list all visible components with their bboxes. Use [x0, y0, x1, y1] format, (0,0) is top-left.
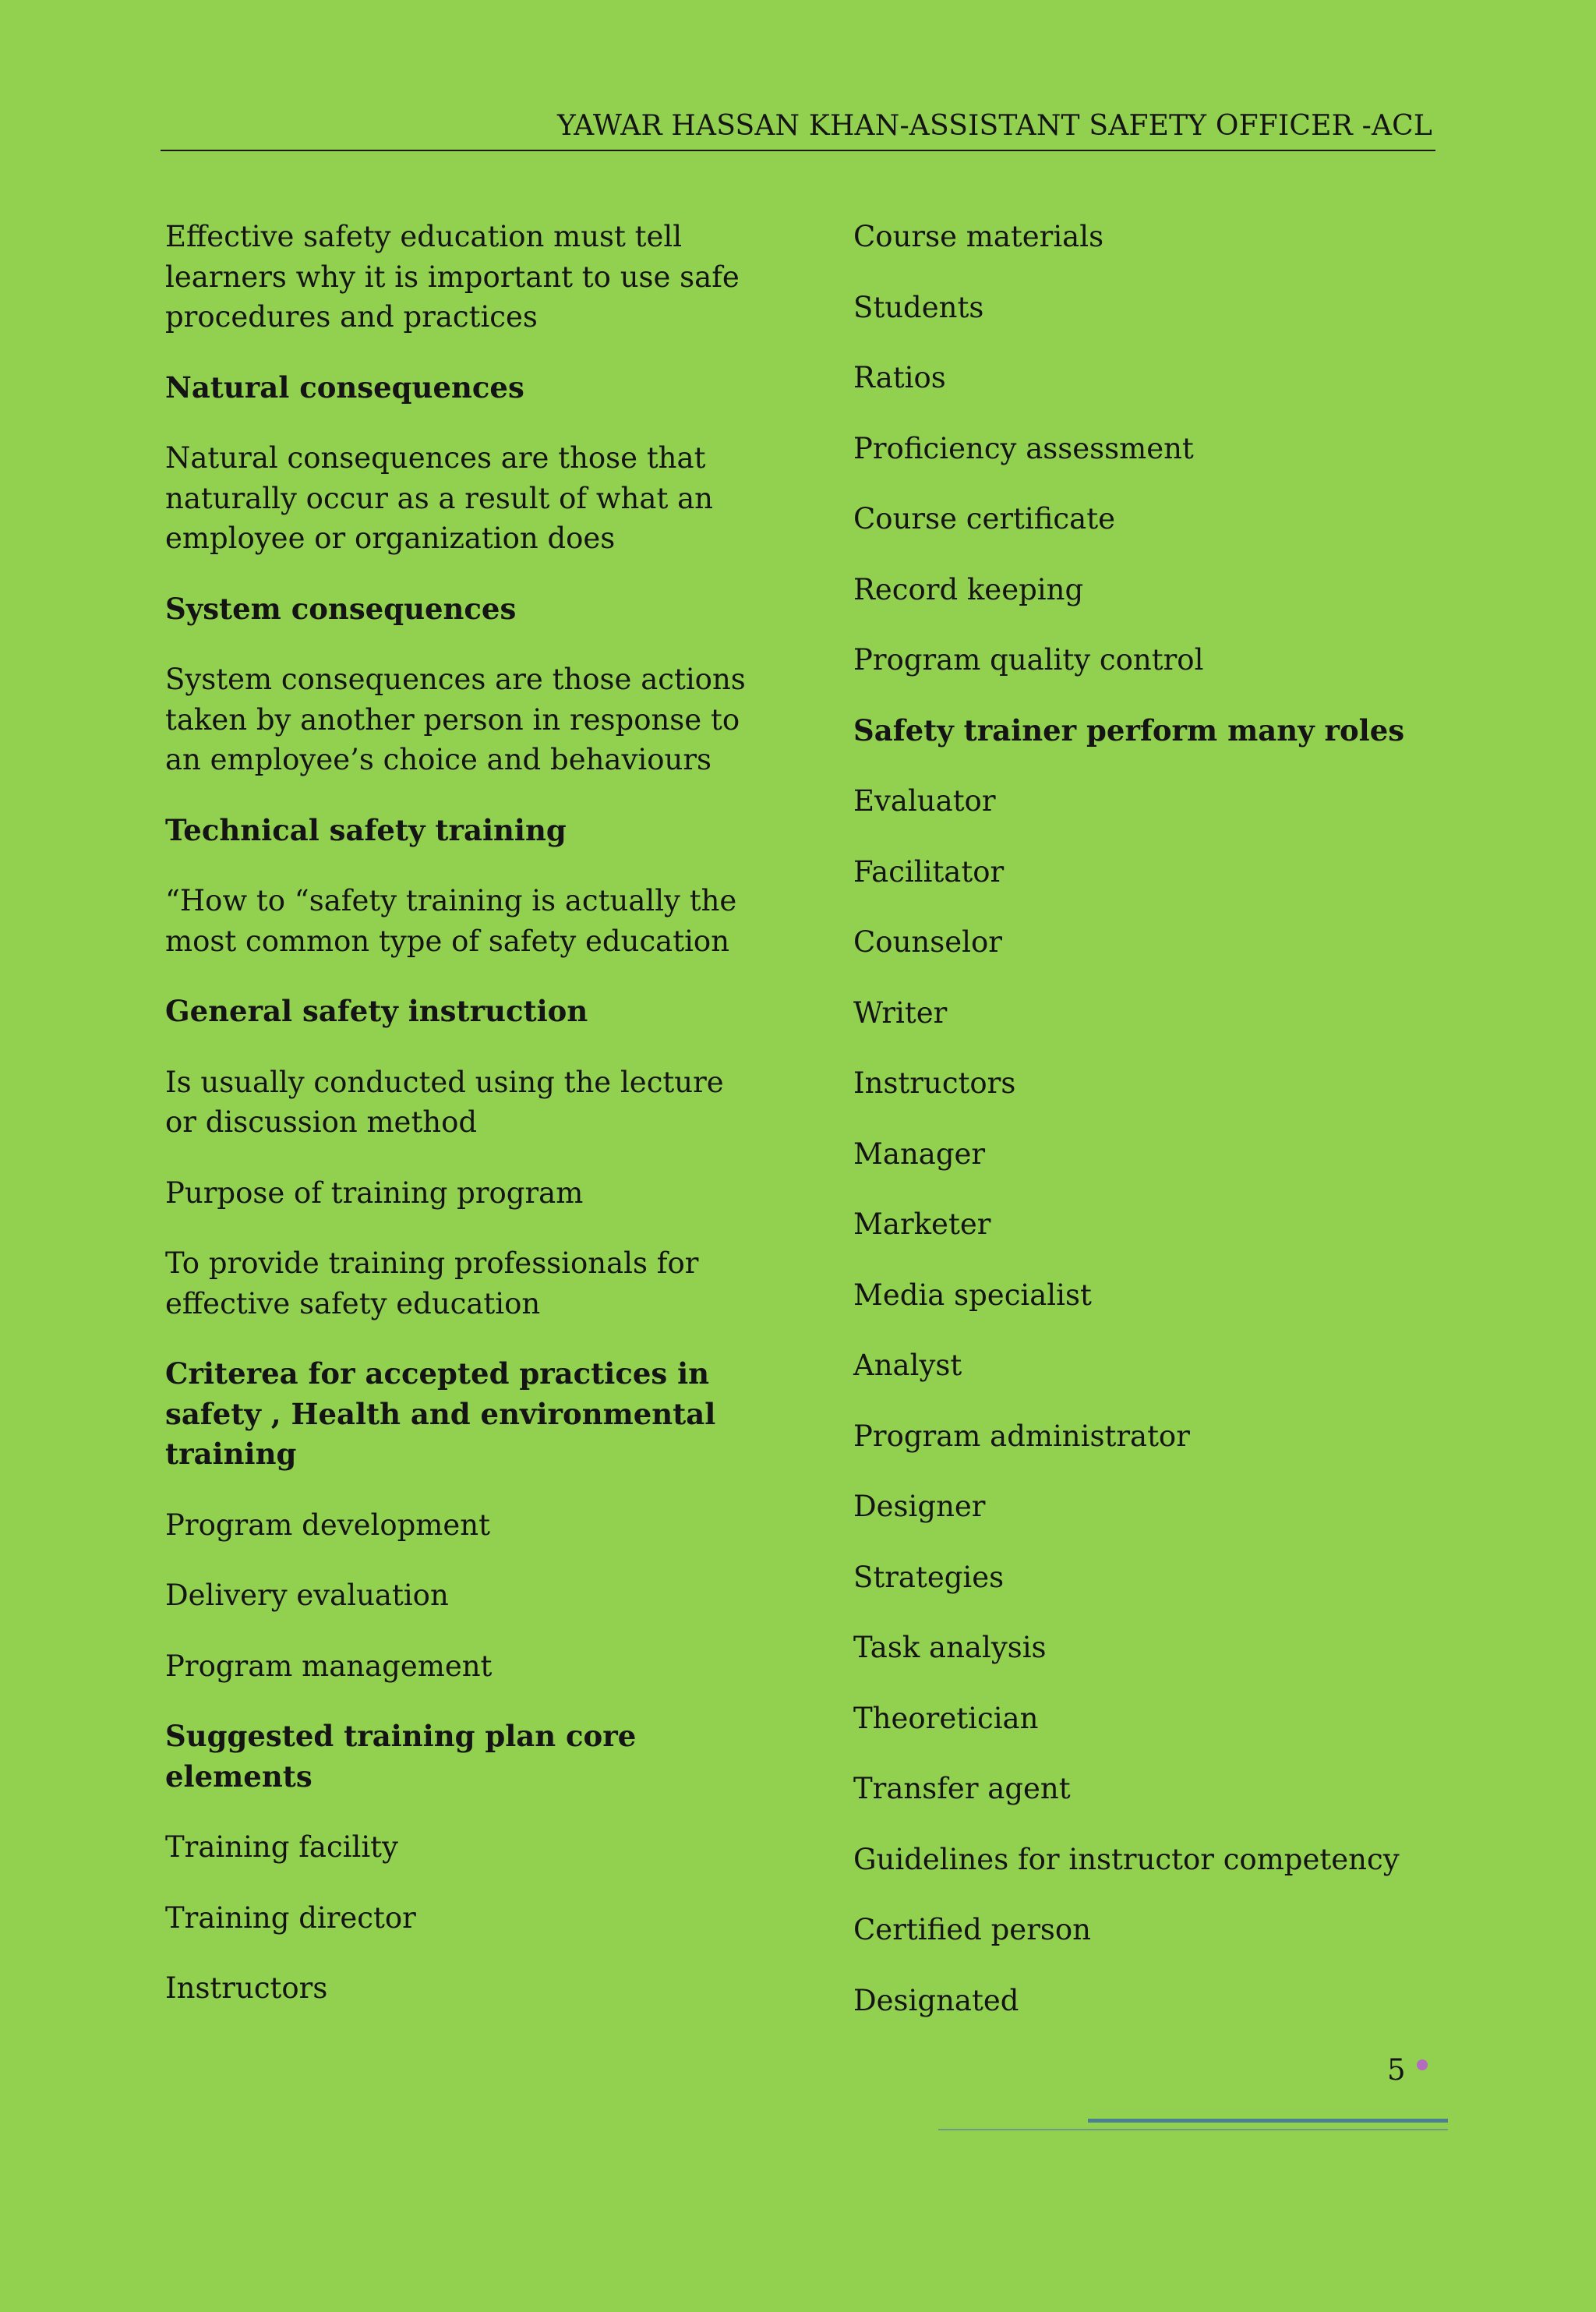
paragraph: To provide training professionals for effective safety education [165, 1246, 699, 1320]
paragraph: Proficiency assessment [853, 431, 1194, 465]
paragraph: Training director [165, 1900, 416, 1935]
footer-accent-line [1088, 2119, 1448, 2123]
paragraph: Delivery evaluation [165, 1578, 449, 1612]
paragraph: Evaluator [853, 784, 996, 818]
paragraph: Media specialist [853, 1278, 1092, 1312]
paragraph: Record keeping [853, 572, 1084, 606]
right-column [853, 217, 1461, 2051]
paragraph: Manager [853, 1137, 986, 1171]
paragraph: Instructors [853, 1066, 1016, 1100]
left-column [165, 217, 757, 2039]
paragraph: Course certificate [853, 502, 1115, 536]
paragraph: Writer [853, 995, 948, 1030]
paragraph: Program administrator [853, 1419, 1190, 1453]
paragraph: Guidelines for instructor competency [853, 1842, 1400, 1876]
paragraph: Instructors [165, 1971, 328, 2005]
page-header [161, 106, 1435, 151]
page-number-dot-icon [1417, 2059, 1428, 2070]
page-number: 5 [1387, 2053, 1406, 2087]
paragraph: Is usually conducted using the lecture or discussion method [165, 1065, 724, 1139]
paragraph: Program development [165, 1508, 490, 1542]
paragraph: Program quality control [853, 643, 1204, 677]
section-heading: Natural consequences [165, 369, 524, 405]
section-heading: General safety instruction [165, 994, 588, 1028]
paragraph: Effective safety education must tell learners why it is important to use safe procedures and practices [165, 220, 740, 334]
paragraph: Marketer [853, 1207, 991, 1241]
paragraph: Students [853, 290, 984, 324]
paragraph: Designer [853, 1490, 986, 1523]
footer-divider-line [938, 2129, 1448, 2130]
paragraph: System consequences are those actions taken by another person in response to an employee’s choice and behaviours [165, 663, 746, 776]
paragraph: Designated [853, 1983, 1019, 2017]
section-heading: System consequences [165, 591, 517, 626]
paragraph: Task analysis [853, 1631, 1047, 1664]
header-title: YAWAR HASSAN KHAN-ASSISTANT SAFETY OFFICER -ACL [556, 110, 1432, 142]
paragraph: Natural consequences are those that naturally occur as a result of what an employee or organization does [165, 441, 713, 555]
paragraph: Ratios [853, 361, 946, 394]
paragraph: Strategies [853, 1560, 1005, 1594]
section-heading: Technical safety training [165, 812, 567, 847]
section-heading: Safety trainer perform many roles [853, 712, 1405, 748]
section-heading: Suggested training plan core elements [165, 1719, 637, 1794]
paragraph: Counselor [853, 925, 1002, 959]
paragraph: Training facility [165, 1830, 398, 1864]
paragraph: Program management [165, 1649, 493, 1683]
paragraph: Analyst [853, 1349, 962, 1382]
section-heading: Criterea for accepted practices in safety , Health and environmental training [165, 1356, 716, 1471]
paragraph: Purpose of training program [165, 1175, 584, 1210]
paragraph: Facilitator [853, 854, 1005, 889]
paragraph: Transfer agent [853, 1772, 1071, 1805]
paragraph: Course materials [853, 220, 1104, 253]
paragraph: “How to “safety training is actually the most common type of safety education [165, 884, 737, 958]
paragraph: Theoretician [853, 1701, 1039, 1735]
paragraph: Certified person [853, 1913, 1091, 1946]
